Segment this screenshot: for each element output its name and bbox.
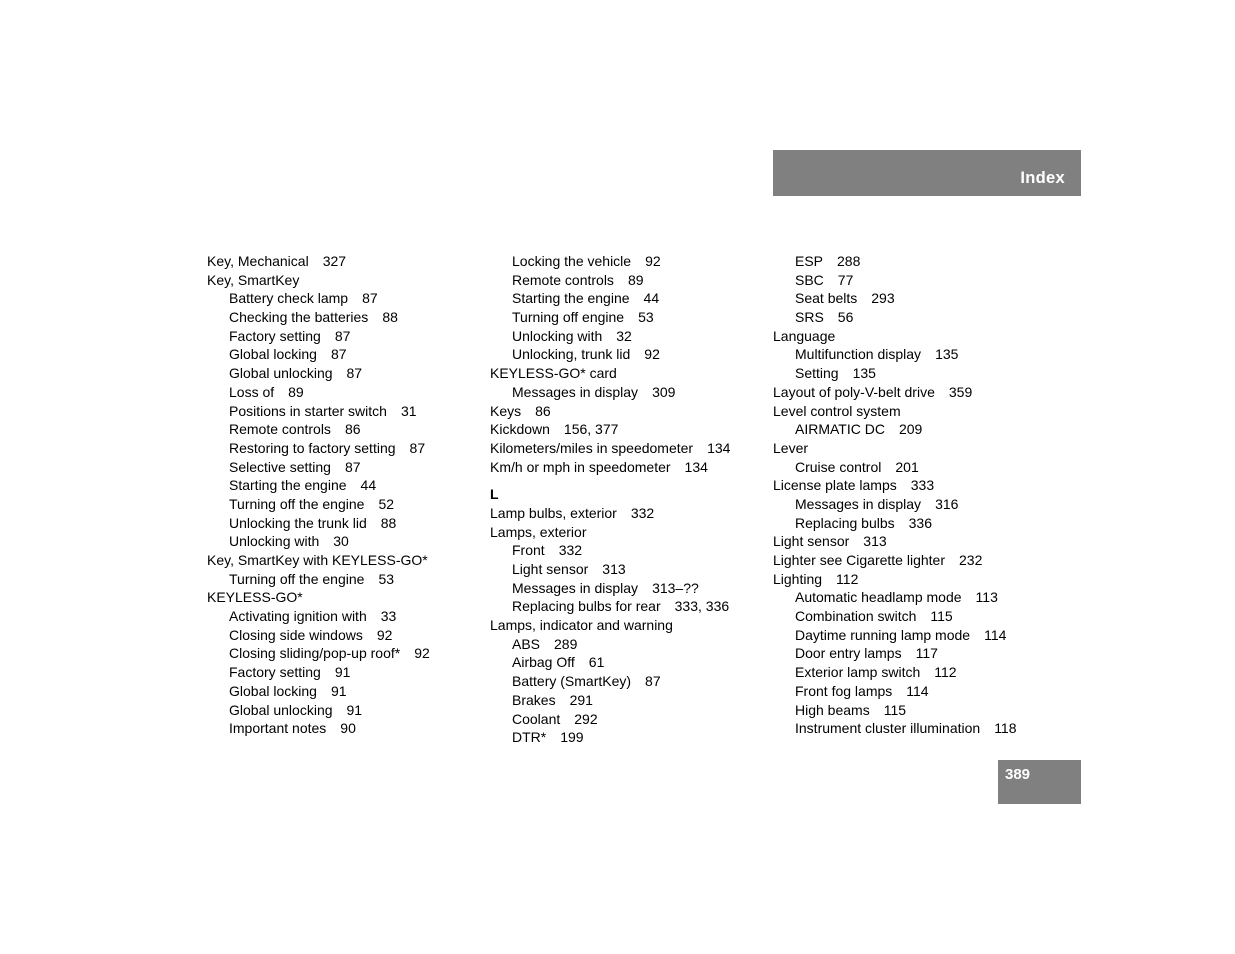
entry-text: KEYLESS-GO* xyxy=(207,589,303,606)
index-entry xyxy=(490,523,760,542)
entry-text: Light sensor xyxy=(512,561,589,577)
entry-text: Replacing bulbs xyxy=(795,514,895,531)
entry-page-ref[interactable]: 87 xyxy=(346,365,363,382)
entry-text: Locking the vehicle xyxy=(512,253,632,269)
entry-page-ref[interactable]: 112 xyxy=(836,570,859,587)
entry-page-ref[interactable]: 201 xyxy=(895,458,919,475)
index-subentry xyxy=(773,588,1043,607)
entry-text: Combination switch xyxy=(795,608,917,625)
entry-page-ref[interactable]: 52 xyxy=(378,495,395,512)
index-subentry xyxy=(207,476,477,495)
index-subentry xyxy=(490,289,760,308)
entry-page-ref[interactable]: 32 xyxy=(616,327,632,344)
entry-page-ref[interactable]: 89 xyxy=(627,271,644,288)
entry-page-ref[interactable]: 134 xyxy=(684,458,708,475)
entry-text: Activating ignition with xyxy=(229,608,367,625)
entry-text: Lever xyxy=(773,439,809,456)
index-subentry xyxy=(490,345,760,364)
entry-page-ref[interactable]: 115 xyxy=(930,608,953,625)
entry-text: Messages in display xyxy=(795,495,922,512)
entry-page-ref[interactable]: 209 xyxy=(898,421,923,438)
index-subentry xyxy=(490,728,760,747)
index-subentry xyxy=(207,495,477,514)
entry-page-ref[interactable]: 292 xyxy=(574,710,598,727)
index-subentry xyxy=(207,663,477,682)
entry-text: Lighting xyxy=(773,570,823,587)
entry-page-ref[interactable]: 92 xyxy=(414,645,430,662)
entry-text: Factory setting xyxy=(229,327,321,344)
index-entry xyxy=(773,551,1043,570)
entry-text: Keys xyxy=(490,402,522,419)
entry-text: Checking the batteries xyxy=(229,309,369,326)
entry-text: Factory setting xyxy=(229,664,321,681)
index-subentry xyxy=(773,626,1043,645)
entry-text: Multifunction display xyxy=(795,346,922,363)
entry-text: Setting xyxy=(795,365,839,382)
entry-text: Key, SmartKey xyxy=(207,271,300,288)
entry-page-ref[interactable]: 88 xyxy=(382,309,398,326)
entry-page-ref[interactable]: 53 xyxy=(638,309,654,326)
index-subentry xyxy=(773,252,1043,271)
entry-page-ref[interactable]: 359 xyxy=(948,383,973,400)
entry-page-ref[interactable]: 156, 377 xyxy=(563,421,619,438)
entry-text: Turning off the engine xyxy=(229,570,365,587)
index-subentry xyxy=(207,626,477,645)
entry-page-ref[interactable]: 332 xyxy=(630,504,655,521)
entry-page-ref[interactable]: 91 xyxy=(334,664,351,681)
index-entry xyxy=(207,271,477,290)
index-subentry xyxy=(207,570,477,589)
entry-page-ref[interactable]: 33 xyxy=(380,608,397,625)
entry-page-ref[interactable]: 87 xyxy=(334,327,351,344)
index-subentry xyxy=(490,541,760,560)
entry-page-ref[interactable]: 199 xyxy=(560,729,584,746)
index-entry xyxy=(490,458,760,477)
entry-text: Replacing bulbs for rear xyxy=(512,598,661,615)
index-entry xyxy=(490,504,760,523)
index-subentry xyxy=(490,653,760,672)
page-title: Index xyxy=(1020,169,1065,187)
entry-text: Airbag Off xyxy=(512,654,575,671)
entry-text: Loss of xyxy=(229,383,275,400)
entry-text: SBC xyxy=(795,271,824,288)
index-subentry xyxy=(207,345,477,364)
entry-text: KEYLESS-GO* card xyxy=(490,365,617,382)
entry-page-ref[interactable]: 288 xyxy=(837,253,861,269)
index-subentry xyxy=(207,439,477,458)
entry-text: Global locking xyxy=(229,346,317,363)
index-entry xyxy=(490,439,760,458)
entry-text: Remote controls xyxy=(512,271,614,288)
entry-page-ref[interactable]: 327 xyxy=(322,253,347,269)
index-subentry xyxy=(773,514,1043,533)
entry-text: High beams xyxy=(795,701,870,718)
entry-page-ref[interactable]: 293 xyxy=(871,290,895,307)
entry-page-ref[interactable]: 61 xyxy=(588,654,605,671)
index-subentry xyxy=(773,420,1043,439)
index-subentry xyxy=(207,308,477,327)
index-subentry xyxy=(773,289,1043,308)
entry-page-ref[interactable]: 44 xyxy=(643,290,660,307)
index-entry xyxy=(773,327,1043,346)
entry-page-ref[interactable]: 291 xyxy=(569,691,593,708)
index-subentry xyxy=(207,644,477,663)
entry-page-ref[interactable]: 135 xyxy=(852,365,876,382)
index-subentry xyxy=(773,663,1043,682)
index-subentry xyxy=(207,327,477,346)
index-subentry xyxy=(207,607,477,626)
entry-text: Closing sliding/pop-up roof* xyxy=(229,645,401,662)
entry-text: Kickdown xyxy=(490,421,550,438)
entry-text: Selective setting xyxy=(229,458,331,475)
entry-page-ref[interactable]: 44 xyxy=(360,477,377,494)
index-entry xyxy=(773,439,1043,458)
entry-page-ref[interactable]: 289 xyxy=(554,635,578,652)
entry-text: License plate lamps xyxy=(773,477,897,494)
entry-page-ref[interactable]: 92 xyxy=(644,346,660,363)
index-subentry xyxy=(207,719,477,738)
entry-text: Turning off engine xyxy=(512,309,625,326)
index-subentry xyxy=(490,691,760,710)
entry-text: Level control system xyxy=(773,402,901,419)
index-subentry xyxy=(490,271,760,290)
index-subentry xyxy=(490,252,760,271)
index-subentry xyxy=(490,597,760,616)
entry-text: Starting the engine xyxy=(512,290,630,307)
index-subentry xyxy=(207,364,477,383)
entry-page-ref[interactable]: 31 xyxy=(400,402,417,419)
entry-text: Turning off the engine xyxy=(229,495,365,512)
entry-page-ref[interactable]: 316 xyxy=(935,495,959,512)
entry-page-ref[interactable]: 313 xyxy=(602,561,626,577)
entry-page-ref[interactable]: 232 xyxy=(959,552,983,568)
entry-page-ref[interactable]: 89 xyxy=(288,383,304,400)
entry-page-ref[interactable]: 91 xyxy=(330,682,347,699)
entry-text: Starting the engine xyxy=(229,477,347,494)
index-entry xyxy=(207,252,477,271)
entry-text: Kilometers/miles in speedometer xyxy=(490,439,694,456)
entry-text: AIRMATIC DC xyxy=(795,421,885,438)
index-subentry xyxy=(773,308,1043,327)
index-subentry xyxy=(207,532,477,551)
entry-page-ref[interactable]: 114 xyxy=(984,626,1007,643)
entry-text: Unlocking with xyxy=(512,327,603,344)
entry-page-ref[interactable]: 114 xyxy=(906,682,929,699)
index-subentry xyxy=(773,701,1043,720)
entry-text: Unlocking, trunk lid xyxy=(512,346,631,363)
entry-text: Unlocking with xyxy=(229,533,320,550)
index-entry xyxy=(490,616,760,635)
entry-text: Language xyxy=(773,327,836,344)
entry-page-ref[interactable]: 87 xyxy=(344,458,361,475)
entry-page-ref[interactable]: 313 xyxy=(863,533,887,550)
entry-text: Positions in starter switch xyxy=(229,402,387,419)
index-subentry xyxy=(773,495,1043,514)
entry-page-ref[interactable]: 86 xyxy=(344,421,361,438)
index-subentry xyxy=(207,383,477,402)
entry-page-ref[interactable]: 115 xyxy=(883,701,907,718)
entry-text: Door entry lamps xyxy=(795,645,902,662)
index-entry xyxy=(773,570,1043,589)
entry-page-ref[interactable]: 112 xyxy=(934,664,957,681)
entry-page-ref[interactable]: 332 xyxy=(558,542,583,559)
entry-page-ref[interactable]: 92 xyxy=(645,253,661,269)
entry-text: Seat belts xyxy=(795,290,858,307)
index-entry xyxy=(490,420,760,439)
index-subentry xyxy=(773,458,1043,477)
page-number: 389 xyxy=(1005,766,1031,783)
index-subentry xyxy=(207,402,477,421)
entry-text: Unlocking the trunk lid xyxy=(229,514,367,531)
index-subentry xyxy=(490,560,760,579)
index-subentry xyxy=(773,607,1043,626)
entry-page-ref[interactable]: 333 xyxy=(910,477,935,494)
entry-page-ref[interactable]: 117 xyxy=(915,645,938,662)
entry-page-ref[interactable]: 118 xyxy=(994,720,1017,737)
entry-text: Lamp bulbs, exterior xyxy=(490,504,617,521)
entry-text: Daytime running lamp mode xyxy=(795,626,971,643)
entry-page-ref[interactable]: 86 xyxy=(535,402,551,419)
index-subentry xyxy=(207,682,477,701)
index-subentry xyxy=(490,327,760,346)
index-subentry xyxy=(207,289,477,308)
entry-text: Km/h or mph in speedometer xyxy=(490,458,671,475)
entry-text: Instrument cluster illumination xyxy=(795,720,981,737)
index-subentry xyxy=(490,710,760,729)
index-subentry xyxy=(773,682,1043,701)
entry-text: Cruise control xyxy=(795,458,882,475)
entry-text: Automatic headlamp mode xyxy=(795,589,962,606)
entry-text: Important notes xyxy=(229,720,327,737)
entry-page-ref[interactable]: 113 xyxy=(975,589,998,606)
entry-text: Layout of poly-V-belt drive xyxy=(773,383,935,400)
entry-page-ref[interactable]: 88 xyxy=(380,514,397,531)
entry-page-ref[interactable]: 77 xyxy=(837,271,854,288)
index-subentry xyxy=(207,420,477,439)
entry-text: Lamps, exterior xyxy=(490,523,587,540)
entry-page-ref[interactable]: 336 xyxy=(908,514,932,531)
index-subentry xyxy=(207,458,477,477)
index-subentry xyxy=(773,364,1043,383)
entry-text: Remote controls xyxy=(229,421,331,438)
entry-text: Messages in display xyxy=(512,383,639,400)
entry-page-ref[interactable]: 87 xyxy=(409,439,426,456)
index-entry xyxy=(773,532,1043,551)
index-subentry xyxy=(490,308,760,327)
entry-text: Key, SmartKey with KEYLESS-GO* xyxy=(207,552,428,568)
entry-text: Lamps, indicator and warning xyxy=(490,617,673,634)
entry-text: Brakes xyxy=(512,691,556,708)
entry-page-ref[interactable]: 53 xyxy=(378,570,395,587)
entry-text: Restoring to factory setting xyxy=(229,439,396,456)
entry-page-ref[interactable]: 87 xyxy=(645,673,661,690)
entry-text: Closing side windows xyxy=(229,626,363,643)
entry-page-ref[interactable]: 30 xyxy=(333,533,349,550)
entry-page-ref[interactable]: 134 xyxy=(707,439,731,456)
entry-text: Lighter see Cigarette lighter xyxy=(773,552,945,568)
index-subentry xyxy=(773,719,1043,738)
entry-text: Battery check lamp xyxy=(229,290,349,307)
header-bar xyxy=(773,150,1081,196)
index-subentry xyxy=(490,635,760,654)
section-letter: L xyxy=(490,486,499,503)
index-column-3 xyxy=(773,252,1043,738)
entry-page-ref[interactable]: 92 xyxy=(376,626,393,643)
entry-text: ESP xyxy=(795,253,824,269)
entry-text: ABS xyxy=(512,635,541,652)
entry-text: DTR* xyxy=(512,729,547,746)
index-subentry xyxy=(490,383,760,402)
entry-page-ref[interactable]: 333, 336 xyxy=(674,598,730,615)
index-column-1 xyxy=(207,252,477,738)
index-subentry xyxy=(773,644,1043,663)
index-column-2 xyxy=(490,252,760,747)
index-subentry xyxy=(207,514,477,533)
index-subentry xyxy=(773,271,1043,290)
index-entry xyxy=(207,588,477,607)
index-entry xyxy=(490,402,760,421)
entry-text: Battery (SmartKey) xyxy=(512,673,632,690)
index-entry xyxy=(490,364,760,383)
entry-page-ref[interactable]: 135 xyxy=(935,346,959,363)
entry-text: Exterior lamp switch xyxy=(795,664,921,681)
entry-page-ref[interactable]: 309 xyxy=(652,383,676,400)
entry-text: Global locking xyxy=(229,682,317,699)
index-entry xyxy=(207,551,477,570)
entry-text: Messages in display xyxy=(512,579,639,596)
entry-text: Coolant xyxy=(512,710,561,727)
entry-text: Key, Mechanical xyxy=(207,253,309,269)
page-number-tab xyxy=(998,760,1081,804)
index-subentry xyxy=(490,672,760,691)
entry-text: Global unlocking xyxy=(229,365,333,382)
entry-page-ref[interactable]: 56 xyxy=(837,309,854,326)
index-subentry xyxy=(207,701,477,720)
entry-page-ref[interactable]: 313–?? xyxy=(652,579,699,596)
entry-text: Light sensor xyxy=(773,533,850,550)
index-entry xyxy=(773,476,1043,495)
entry-page-ref[interactable]: 87 xyxy=(362,290,378,307)
entry-page-ref[interactable]: 87 xyxy=(330,346,347,363)
index-subentry xyxy=(773,345,1043,364)
entry-text: SRS xyxy=(795,309,824,326)
entry-text: Front xyxy=(512,542,545,559)
index-entry xyxy=(773,383,1043,402)
index-subentry xyxy=(490,579,760,598)
entry-page-ref[interactable]: 90 xyxy=(340,720,356,737)
entry-page-ref[interactable]: 91 xyxy=(346,701,363,718)
entry-text: Front fog lamps xyxy=(795,682,893,699)
index-entry xyxy=(773,402,1043,421)
entry-text: Global unlocking xyxy=(229,701,333,718)
